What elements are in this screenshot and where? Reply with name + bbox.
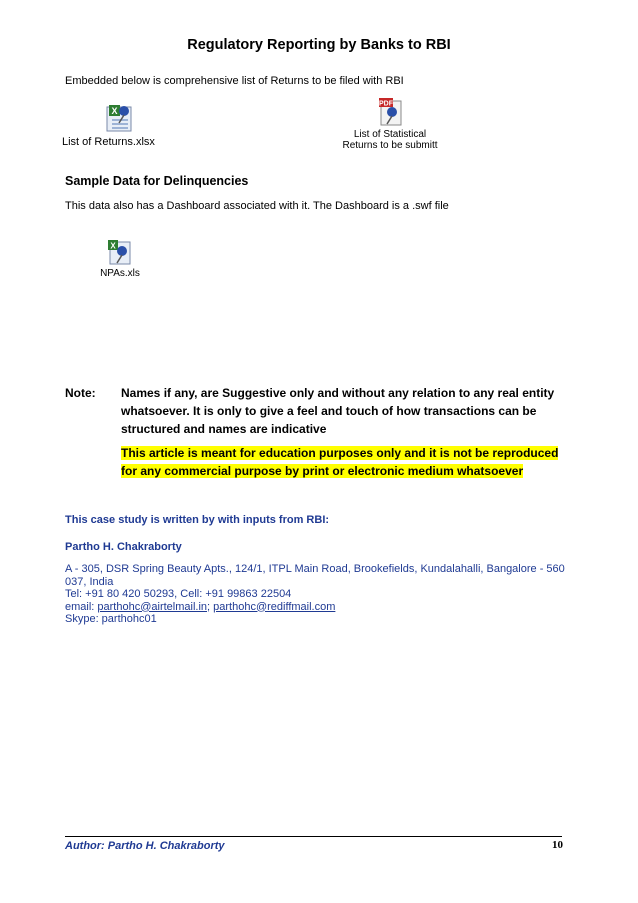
email-separator: ; [207, 600, 214, 613]
excel-pushpin-icon [106, 103, 134, 133]
note-line: structured and names are indicative [121, 422, 327, 436]
attachment-label-line2: Returns to be submitt [342, 140, 438, 151]
disclaimer-text: This article is meant for education purposes only and it is not be reproduced for any commercial purpose by print or electronic medium whatsoever [121, 446, 559, 478]
attachment-statistical-returns-pdf[interactable] [340, 97, 440, 151]
email-link-rediff[interactable]: parthohc@rediffmail.com [213, 600, 336, 613]
author-name: Partho H. Chakraborty [65, 541, 182, 553]
page-title: Regulatory Reporting by Banks to RBI [187, 37, 451, 53]
attachment-npas-xls[interactable] [95, 238, 145, 279]
excel-pushpin-icon [107, 238, 133, 266]
svg-text:PDF: PDF [379, 100, 393, 108]
svg-text:X: X [110, 241, 116, 251]
email-prefix: email: [65, 600, 98, 613]
intro-text: Embedded below is comprehensive list of Returns to be filed with RBI [65, 75, 404, 87]
disclaimer-highlight [121, 444, 563, 480]
skype-id: Skype: parthohc01 [65, 613, 157, 625]
attachment-label: List of Returns.xlsx [62, 136, 155, 148]
note-line: Names if any, are Suggestive only and without any relation to any real entity [121, 386, 555, 400]
pdf-pushpin-icon [377, 97, 403, 127]
attachment-label: NPAs.xls [100, 268, 140, 279]
address: A - 305, DSR Spring Beauty Apts., 124/1, ITPL Main Road, Brookefields, Kundalahalli, Bangalore - 560 037, India [65, 563, 565, 588]
page-number: 10 [552, 839, 563, 851]
note-block [65, 384, 563, 438]
svg-text:X: X [111, 106, 118, 116]
footer-divider [65, 836, 562, 837]
phone: Tel: +91 80 420 50293, Cell: +91 99863 22504 [65, 588, 292, 600]
email-link-airtel[interactable]: parthohc@airtelmail.in [97, 600, 208, 613]
note-line: whatsoever. It is only to give a feel and touch of how transactions can be [121, 404, 537, 418]
note-key: Note: [65, 386, 96, 400]
footer-author: Author: Partho H. Chakraborty [65, 840, 225, 852]
contact-block [65, 563, 565, 626]
section-heading-delinquencies: Sample Data for Delinquencies [65, 174, 249, 188]
email-line [65, 601, 565, 614]
section-text: This data also has a Dashboard associated with it. The Dashboard is a .swf file [65, 200, 449, 212]
attachment-label-line1: List of Statistical [353, 129, 427, 140]
case-study-credit: This case study is written by with inputs from RBI: [65, 514, 330, 526]
